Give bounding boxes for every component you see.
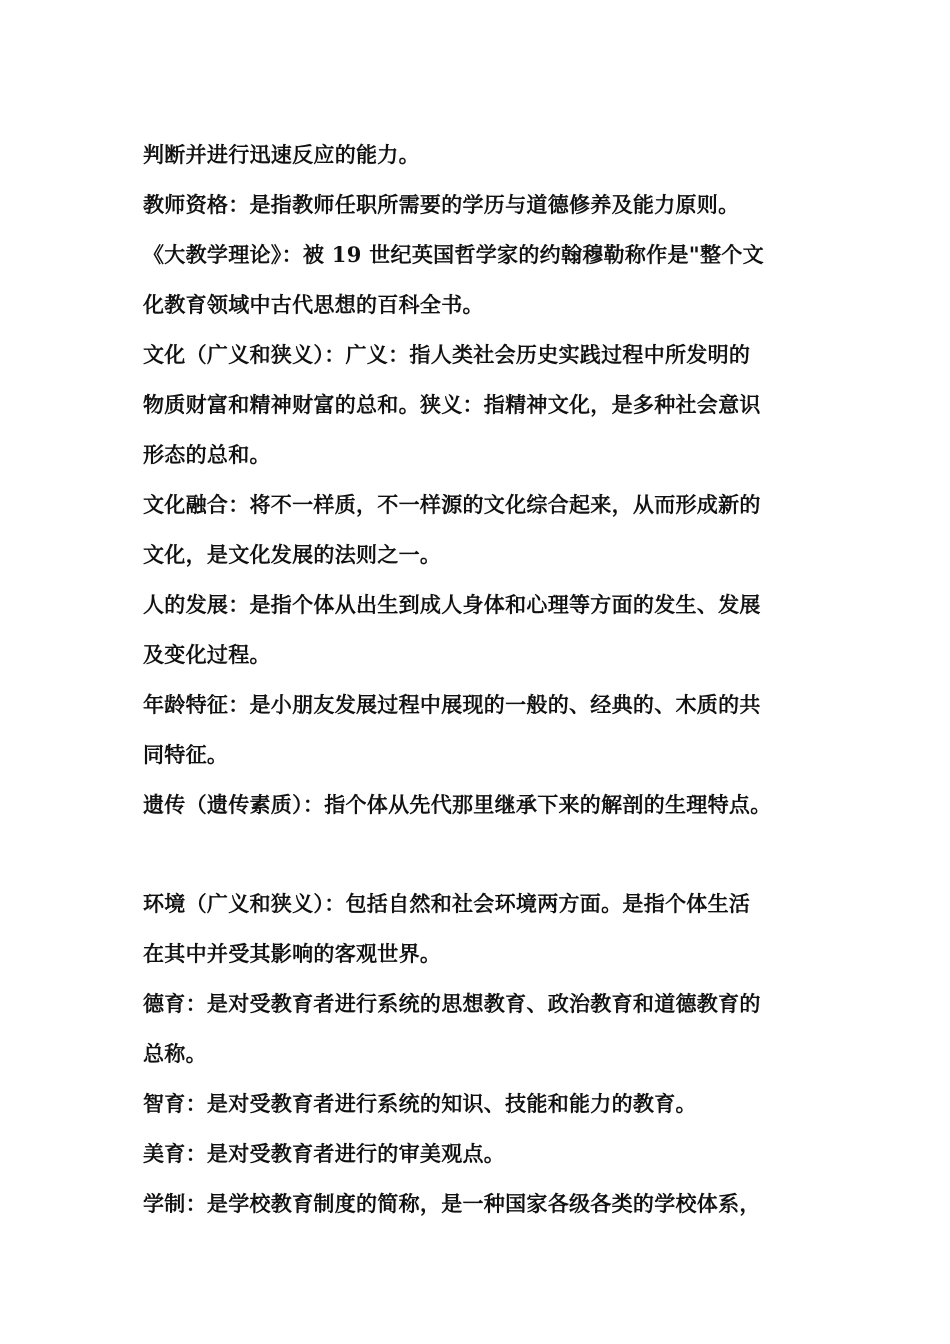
text-line: 学制：是学校教育制度的简称，是一种国家各级各类的学校体系， [143,1191,761,1216]
text-line: 判断并进行迅速反应的能力。 [143,142,420,167]
text-line: 物质财富和精神财富的总和。狭义：指精神文化，是多种社会意识 [143,392,761,417]
text-line: 文化融合：将不一样质，不一样源的文化综合起来，从而形成新的 [143,492,761,517]
text-line: 人的发展：是指个体从出生到成人身体和心理等方面的发生、发展 [143,592,761,617]
text-line: 美育：是对受教育者进行的审美观点。 [143,1141,506,1166]
text-line: 年龄特征：是小朋友发展过程中展现的一般的、经典的、木质的共 [143,692,761,717]
text-line: 同特征。 [143,742,229,767]
document-body [143,130,823,1229]
paragraph-gap [143,830,823,879]
text-line: 遗传（遗传素质）：指个体从先代那里继承下来的解剖的生理特点。 [143,792,772,817]
text-line: 在其中并受其影响的客观世界。 [143,941,442,966]
text-line: 德育：是对受教育者进行系统的思想教育、政治教育和道德教育的 [143,991,761,1016]
text-line: 化教育领域中古代思想的百科全书。 [143,292,484,317]
text-line: 及变化过程。 [143,642,271,667]
text-line: 形态的总和。 [143,442,271,467]
text-line: 智育：是对受教育者进行系统的知识、技能和能力的教育。 [143,1091,697,1116]
text-line: 环境（广义和狭义）：包括自然和社会环境两方面。是指个体生活 [143,891,751,916]
text-line: 教师资格：是指教师任职所需要的学历与道德修养及能力原则。 [143,192,740,217]
text-line: 文化（广义和狭义）：广义：指人类社会历史实践过程中所发明的 [143,342,751,367]
text-line: 文化，是文化发展的法则之一。 [143,542,442,567]
text-line: 总称。 [143,1041,207,1066]
text-line: 《大教学理论》：被 19 世纪英国哲学家的约翰穆勒称作是"整个文 [143,242,764,267]
